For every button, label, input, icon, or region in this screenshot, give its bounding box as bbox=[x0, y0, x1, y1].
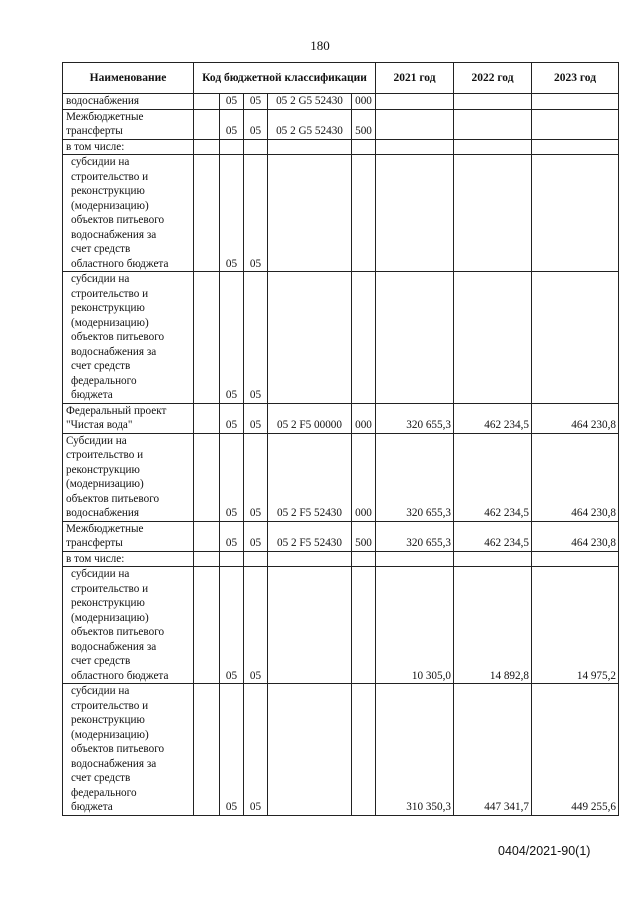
row-code-subsection: 05 bbox=[244, 684, 268, 816]
row-code-section: 05 bbox=[220, 684, 244, 816]
row-name: Федеральный проект "Чистая вода" bbox=[63, 403, 194, 433]
row-code-expense-type: 000 bbox=[352, 433, 376, 521]
row-code-subsection: 05 bbox=[244, 272, 268, 404]
row-value-2022: 447 341,7 bbox=[454, 684, 532, 816]
row-code-admin bbox=[194, 109, 220, 139]
table-row bbox=[63, 272, 619, 404]
row-value-2022: 462 234,5 bbox=[454, 433, 532, 521]
row-name: субсидии на строительство и реконструкцию (модернизацию) объектов питьевого водоснабжения за счет средств областного бюджета bbox=[63, 567, 194, 684]
row-code-section: 05 bbox=[220, 272, 244, 404]
row-code-admin bbox=[194, 155, 220, 272]
row-code-target bbox=[268, 272, 352, 404]
row-value-2023: 449 255,6 bbox=[532, 684, 619, 816]
table-row bbox=[63, 109, 619, 139]
row-code-section: 05 bbox=[220, 109, 244, 139]
row-code-section: 05 bbox=[220, 433, 244, 521]
row-code-subsection: 05 bbox=[244, 109, 268, 139]
row-code-admin bbox=[194, 433, 220, 521]
row-value-2021 bbox=[376, 139, 454, 155]
header-code: Код бюджетной классификации bbox=[194, 63, 376, 94]
row-value-2022 bbox=[454, 155, 532, 272]
row-value-2023 bbox=[532, 109, 619, 139]
row-code-section: 05 bbox=[220, 403, 244, 433]
row-name: субсидии на строительство и реконструкцию (модернизацию) объектов питьевого водоснабжения за счет средств федерального бюджета bbox=[63, 684, 194, 816]
row-value-2022: 462 234,5 bbox=[454, 521, 532, 551]
row-value-2021: 320 655,3 bbox=[376, 433, 454, 521]
row-code-target: 05 2 F5 52430 bbox=[268, 521, 352, 551]
row-value-2023 bbox=[532, 551, 619, 567]
row-code-expense-type bbox=[352, 155, 376, 272]
header-name: Наименование bbox=[63, 63, 194, 94]
row-code-expense-type bbox=[352, 567, 376, 684]
row-code-expense-type: 500 bbox=[352, 521, 376, 551]
row-value-2021 bbox=[376, 94, 454, 110]
row-code-subsection: 05 bbox=[244, 433, 268, 521]
row-code-admin bbox=[194, 139, 220, 155]
row-code-admin bbox=[194, 403, 220, 433]
row-value-2023 bbox=[532, 272, 619, 404]
row-code-section: 05 bbox=[220, 521, 244, 551]
row-name: в том числе: bbox=[63, 551, 194, 567]
row-code-subsection: 05 bbox=[244, 155, 268, 272]
row-value-2022 bbox=[454, 94, 532, 110]
row-value-2021: 320 655,3 bbox=[376, 521, 454, 551]
row-name: субсидии на строительство и реконструкцию (модернизацию) объектов питьевого водоснабжения за счет средств областного бюджета bbox=[63, 155, 194, 272]
table-body bbox=[63, 94, 619, 816]
row-code-target bbox=[268, 551, 352, 567]
budget-table bbox=[62, 62, 619, 816]
row-code-subsection: 05 bbox=[244, 567, 268, 684]
row-code-admin bbox=[194, 94, 220, 110]
row-value-2021 bbox=[376, 109, 454, 139]
row-value-2021 bbox=[376, 272, 454, 404]
row-code-admin bbox=[194, 521, 220, 551]
row-value-2022 bbox=[454, 109, 532, 139]
row-name: водоснабжения bbox=[63, 94, 194, 110]
row-code-subsection bbox=[244, 139, 268, 155]
table-row bbox=[63, 567, 619, 684]
header-2021: 2021 год bbox=[376, 63, 454, 94]
row-value-2023: 464 230,8 bbox=[532, 521, 619, 551]
row-code-admin bbox=[194, 272, 220, 404]
row-code-subsection: 05 bbox=[244, 521, 268, 551]
row-value-2023 bbox=[532, 155, 619, 272]
row-code-target: 05 2 F5 52430 bbox=[268, 433, 352, 521]
table-row bbox=[63, 551, 619, 567]
row-value-2022: 462 234,5 bbox=[454, 403, 532, 433]
row-code-expense-type: 000 bbox=[352, 403, 376, 433]
table-row bbox=[63, 155, 619, 272]
row-value-2021 bbox=[376, 551, 454, 567]
row-code-target bbox=[268, 684, 352, 816]
row-value-2022 bbox=[454, 139, 532, 155]
row-code-section bbox=[220, 551, 244, 567]
row-code-expense-type: 000 bbox=[352, 94, 376, 110]
table-row bbox=[63, 433, 619, 521]
table-row bbox=[63, 94, 619, 110]
table-row bbox=[63, 684, 619, 816]
row-code-section: 05 bbox=[220, 94, 244, 110]
row-code-section: 05 bbox=[220, 155, 244, 272]
table-row bbox=[63, 139, 619, 155]
row-value-2023: 14 975,2 bbox=[532, 567, 619, 684]
row-code-subsection: 05 bbox=[244, 94, 268, 110]
row-value-2022 bbox=[454, 272, 532, 404]
row-code-admin bbox=[194, 684, 220, 816]
row-code-target: 05 2 G5 52430 bbox=[268, 94, 352, 110]
header-2022: 2022 год bbox=[454, 63, 532, 94]
row-value-2021: 310 350,3 bbox=[376, 684, 454, 816]
row-code-admin bbox=[194, 551, 220, 567]
row-code-expense-type bbox=[352, 139, 376, 155]
row-name: в том числе: bbox=[63, 139, 194, 155]
row-value-2023 bbox=[532, 94, 619, 110]
row-code-target: 05 2 G5 52430 bbox=[268, 109, 352, 139]
row-code-admin bbox=[194, 567, 220, 684]
row-code-expense-type bbox=[352, 551, 376, 567]
row-value-2021: 10 305,0 bbox=[376, 567, 454, 684]
row-code-section: 05 bbox=[220, 567, 244, 684]
row-code-subsection: 05 bbox=[244, 403, 268, 433]
row-code-expense-type: 500 bbox=[352, 109, 376, 139]
row-code-section bbox=[220, 139, 244, 155]
row-name: Субсидии на строительство и реконструкцию (модернизацию) объектов питьевого водоснабжения bbox=[63, 433, 194, 521]
row-value-2022: 14 892,8 bbox=[454, 567, 532, 684]
row-code-target bbox=[268, 567, 352, 684]
row-name: Межбюджетные трансферты bbox=[63, 521, 194, 551]
page-number: 180 bbox=[310, 38, 330, 53]
row-value-2023 bbox=[532, 139, 619, 155]
header-2023: 2023 год bbox=[532, 63, 619, 94]
table-row bbox=[63, 521, 619, 551]
row-value-2021 bbox=[376, 155, 454, 272]
row-code-subsection bbox=[244, 551, 268, 567]
row-code-target bbox=[268, 139, 352, 155]
row-value-2023: 464 230,8 bbox=[532, 433, 619, 521]
row-code-target: 05 2 F5 00000 bbox=[268, 403, 352, 433]
table-row bbox=[63, 403, 619, 433]
row-code-expense-type bbox=[352, 272, 376, 404]
row-code-target bbox=[268, 155, 352, 272]
table-header-row bbox=[63, 63, 619, 94]
document-code: 0404/2021-90(1) bbox=[498, 844, 591, 858]
row-name: Межбюджетные трансферты bbox=[63, 109, 194, 139]
row-value-2021: 320 655,3 bbox=[376, 403, 454, 433]
row-code-expense-type bbox=[352, 684, 376, 816]
row-value-2022 bbox=[454, 551, 532, 567]
row-name: субсидии на строительство и реконструкцию (модернизацию) объектов питьевого водоснабжения за счет средств федерального бюджета bbox=[63, 272, 194, 404]
row-value-2023: 464 230,8 bbox=[532, 403, 619, 433]
